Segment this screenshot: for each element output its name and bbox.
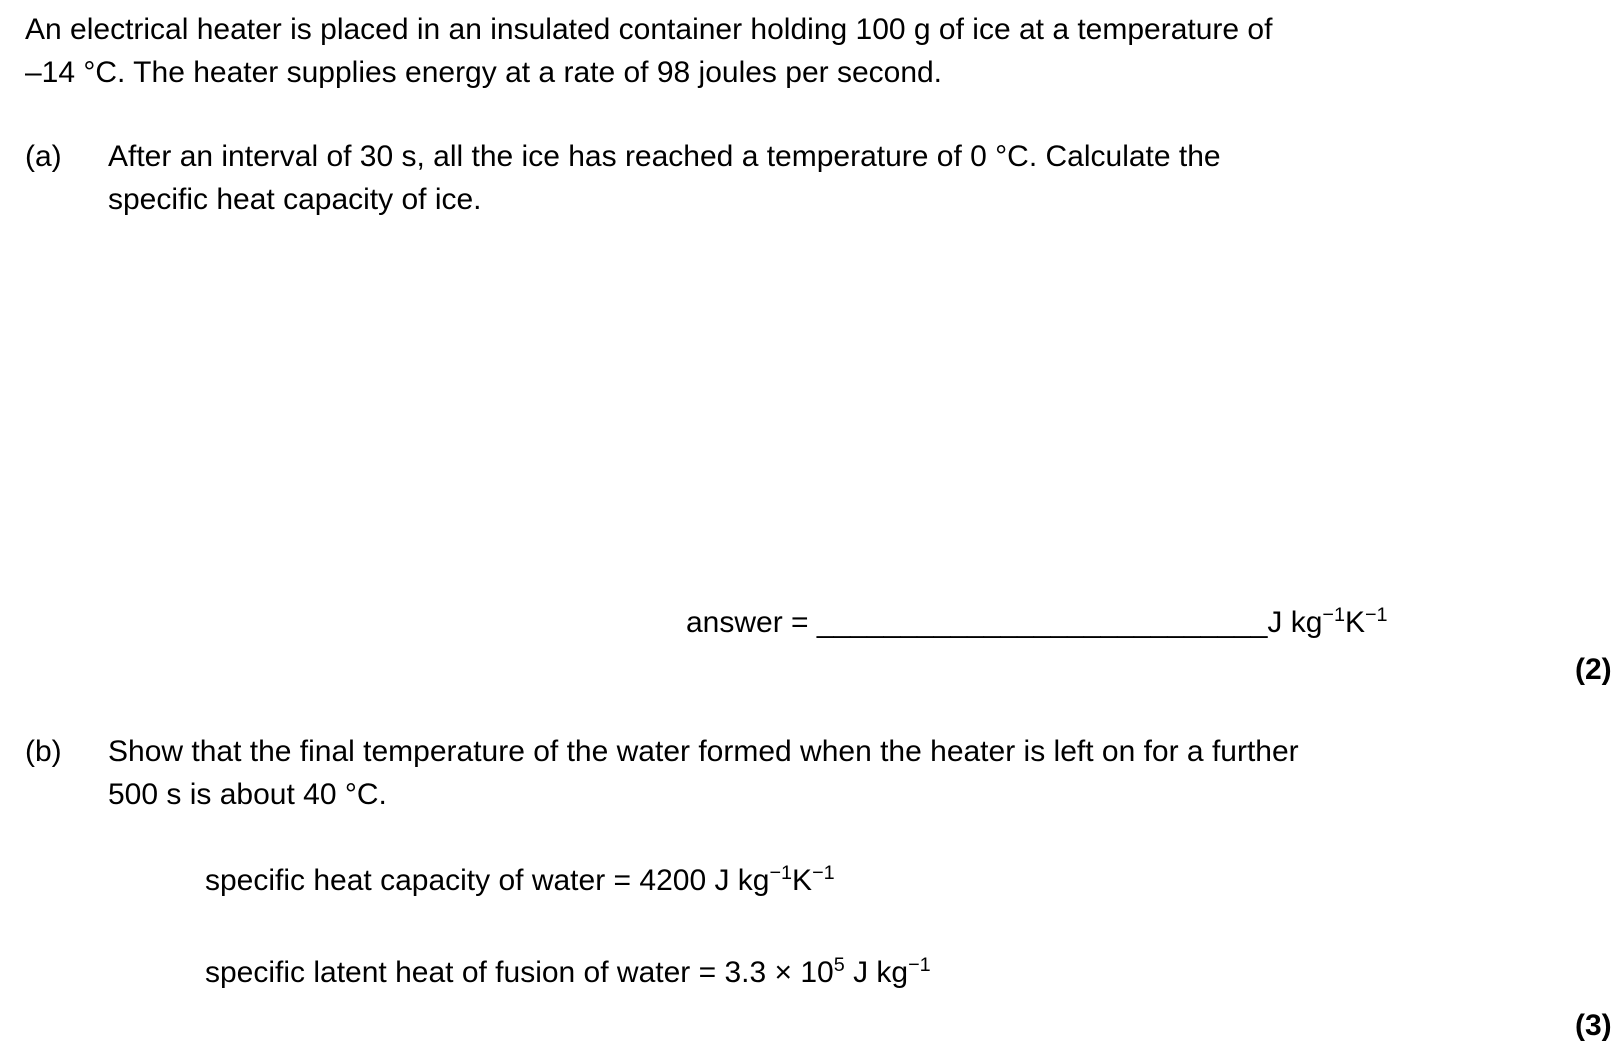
text-line: Show that the final temperature of the water formed when the heater is left on for a further xyxy=(108,735,1299,768)
part-a-text xyxy=(108,135,1221,221)
given-value-latent-heat-fusion: specific latent heat of fusion of water = $3.3 \times 10^5$ J $kg^{-1}$ xyxy=(205,954,931,989)
text-line: –14 °C. The heater supplies energy at a rate of 98 joules per second. xyxy=(25,56,943,89)
answer-blank: ___________________________ xyxy=(816,606,1268,639)
part-b-marks: (3) xyxy=(1575,1009,1612,1042)
part-b-text xyxy=(108,730,1299,816)
part-a xyxy=(25,135,1221,221)
answer-units: J $kg^{-1}K^{-1}$ xyxy=(1267,604,1388,639)
answer-label: answer = xyxy=(686,606,817,639)
superscript: −1 xyxy=(812,862,835,885)
part-b-label: (b) xyxy=(25,735,62,768)
superscript: −1 xyxy=(1365,604,1388,627)
question-intro xyxy=(25,8,1272,94)
part-a-label: (a) xyxy=(25,140,62,173)
text-line: 500 s is about 40 °C. xyxy=(108,778,387,811)
superscript: −1 xyxy=(908,954,931,977)
text-line: specific heat capacity of ice. xyxy=(108,183,482,216)
answer-line xyxy=(686,601,1388,644)
given-value-specific-heat-water: specific heat capacity of water = 4200 J $kg^{-1}K^{-1}$ xyxy=(205,862,835,897)
superscript: −1 xyxy=(1322,604,1345,627)
superscript: −1 xyxy=(769,862,793,885)
part-a-marks: (2) xyxy=(1575,653,1612,686)
superscript: 5 xyxy=(833,954,845,977)
part-b xyxy=(25,730,1299,816)
text-line: After an interval of 30 s, all the ice has reached a temperature of 0 °C. Calculate the xyxy=(108,140,1221,173)
text-line: An electrical heater is placed in an insulated container holding 100 g of ice at a temperature of xyxy=(25,13,1273,46)
